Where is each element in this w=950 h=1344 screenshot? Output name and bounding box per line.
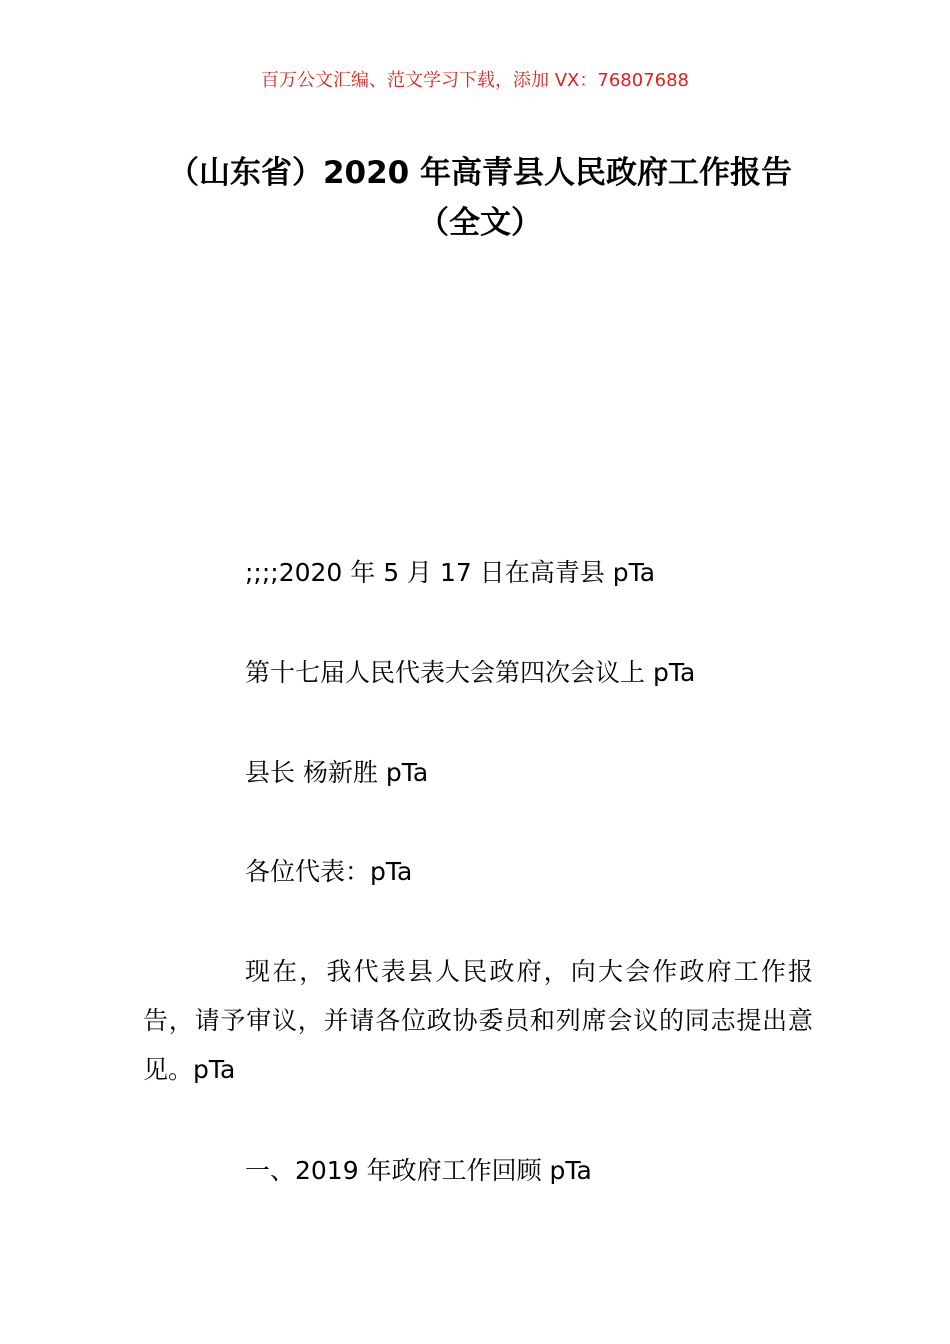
date-line: ;;;;2020 年 5 月 17 日在高青县 pTa: [245, 558, 656, 587]
speaker-line: 县长 杨新胜 pTa: [245, 758, 429, 787]
opening-paragraph: 现在，我代表县人民政府，向大会作政府工作报告，请予审议，并请各位政协委员和列席会议的同志提出意见。pTa: [143, 957, 813, 1084]
meeting-line: 第十七届人民代表大会第四次会议上 pTa: [245, 658, 696, 687]
header-banner: 百万公文汇编、范文学习下载，添加 VX：76807688: [261, 70, 689, 91]
section-heading: 一、2019 年政府工作回顾 pTa: [245, 1156, 592, 1185]
salutation-line: 各位代表：pTa: [245, 857, 413, 886]
document-title: （山东省）2020 年高青县人民政府工作报告（全文）: [167, 155, 793, 241]
